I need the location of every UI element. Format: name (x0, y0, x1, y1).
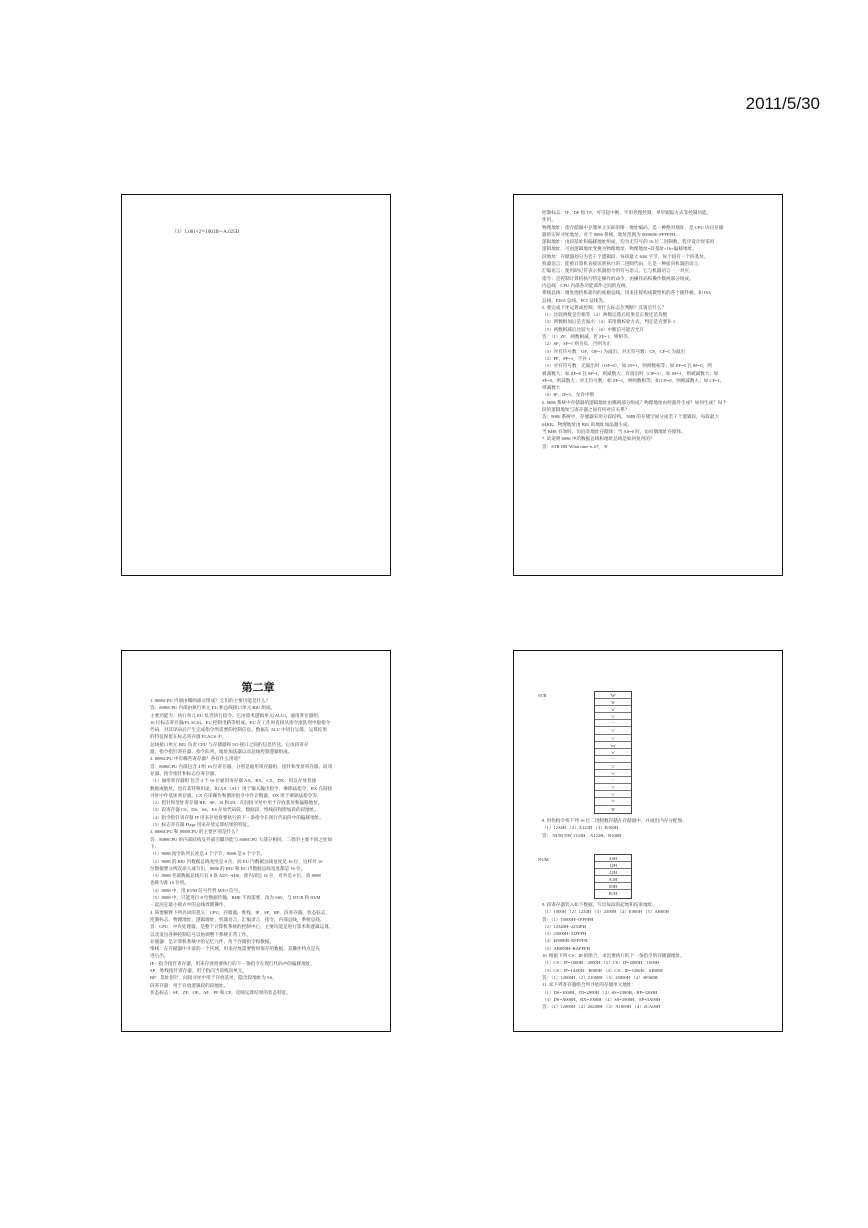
text-line: 段地址：存储器划分为若干个逻辑段，每段最大 64K 字节，每个段有一个段基址。 (542, 253, 709, 259)
text-line: （3）对有符号数：OF，OF=1 为溢出；对无符号数：CF，CF=1 为溢出 (542, 348, 686, 354)
text-line: 逻辑地址：由段基址和偏移地址组成，均为无符号的 16 位二进制数，程序设计时采用 (542, 239, 715, 245)
text-line: 1. 8086CPU 内部由哪两部分组成？它们的主要功能是什么？ (150, 698, 271, 703)
text-line: 16 位标志寄存器(FLAGS)、EU 控制电路等组成。EU 在工作时直接从指令流队列中取指令 (150, 719, 331, 725)
text-line: 5. 要完成下述运算或控制，用什么标志位判断？其值是什么？ (542, 304, 667, 310)
memory-cell: 'a' (595, 706, 631, 713)
memory-cell: 's' (595, 770, 631, 777)
text-line: 答：（1）12000H （2）21000H （3）25000H （4）3F060H (542, 974, 658, 980)
text-line: （5）两数相减后比较大小 （6）中断信号能否允许 (542, 326, 645, 332)
text-line: 下： (150, 843, 160, 849)
text-line: （5）对有符号数：无溢出时（OF=0），如 ZF=1，则两数相等；如 ZF=0 且 SF=0，则 (542, 363, 712, 369)
text-line: （3）8088 外部数据总线只有 8 条 AD7~AD0，即内部是 16 位，对外是 8 位，故 8088 (150, 873, 321, 879)
memory-cell: 22H (595, 869, 631, 876)
text-line: （3）CS：IP=1A00H：B000H （4）CS：IP=3456H：AB00H (542, 967, 663, 973)
memory-cell: 00H (595, 883, 631, 890)
text-line: （3）段寄存器 CS、DS、SS、ES 存放代码段、数据段、堆栈段和附加段的段地址。 (150, 807, 319, 813)
text-line: 答：（1）12000H （2）26200H （3）A1000H （4）2CA00H (542, 1004, 661, 1010)
text-line: 8. 用伪指令将下列 16 位二进制数存储在存储器中，并画出内存分配图。 (542, 818, 687, 823)
text-line: 答：8088CPU 的内部结构及外部引脚功能与 8086CPU 大部分相同，二者的主要不同之处如 (150, 836, 333, 842)
text-line: （2）指针和变址寄存器 BP、SP、SI 和 DI，在间接寻址中用于存放基址和偏移地址。 (150, 800, 323, 806)
text-line: （4）PF，PF=1，不补 1 (542, 355, 591, 361)
text-line: 以及发出各种控制信号以协调整个系统正常工作。 (150, 931, 252, 937)
memory-cell: 'h' (595, 699, 631, 706)
slide1-text: （3）1.001×2³=1001B=-A.025D (172, 230, 240, 235)
text-line: 总线接口单元 BIU 负责 CPU 与存储器和 I/O 接口之间的信息传送。它由段寄存 (150, 741, 309, 747)
str-label: STR (538, 693, 547, 698)
text-line: 进后出。 (150, 953, 169, 959)
text-line: 6. 8086 系统中存储器的逻辑地址由哪两部分组成？物理地址由何器件生成？如何生成？每个 (542, 399, 727, 405)
slide3-text-block (150, 681, 366, 996)
text-line: （2）12340H~2233FH (542, 923, 586, 929)
text-line: IP：指令指针寄存器，用来存放将要执行的下一条指令在现行代码中的偏移地址。 (150, 960, 315, 966)
memory-cell: ' ' (595, 720, 631, 727)
text-line: 64KB。物理地址由 BIU 的地址加法器生成。 (542, 421, 633, 427)
memory-cell: 'e' (595, 749, 631, 756)
text-line: 机器语言：能被计算机直接识别执行的二进制代码，它是一种面向机器的语言， (542, 261, 703, 267)
text-line: 指令：是控制计算机执行特定操作的命令，由操作码和操作数两部分组成。 (542, 275, 694, 281)
text-line: 总线，EISA 总线，PCI 总线等。 (542, 297, 608, 303)
text-line: 3. 8086CPU 和 8088CPU 的主要区别是什么？ (150, 829, 241, 835)
memory-cell: 't' (595, 727, 631, 734)
text-line: SP：堆栈指针寄存器，用于指向当前栈顶单元。 (150, 967, 247, 973)
text-line: 器、指令指针寄存器、指令队列、地址加法器以及总线控制逻辑组成。 (150, 749, 293, 755)
text-line: 答：（1）ZF，两数相减，若 ZF=1，则相等。 (542, 334, 633, 340)
text-line: 逻辑地址，可由逻辑地址变换为物理地址，物理地址=段基址×16+偏移地址。 (542, 246, 697, 252)
text-line: 存器、指令指针和标志位寄存器。 (150, 770, 219, 776)
text-line: （4）8088 中，用 IO/M 信号代替 M/IO 信号。 (150, 887, 243, 893)
text-line: 控制标志：IF、DF 和 TF，可引起中断，字串处理控制，单步跟踪方式等控制功能。 (542, 210, 712, 215)
memory-cell: 'W' (595, 692, 631, 699)
text-line: 状态标志：SF、ZF、OF、AF、PF 和 CF，反映运算结果的状态特征。 (150, 989, 291, 995)
text-line: 答：8086 系统中，存储器采用分段结构，1MB 的存储空间分成若干个逻辑段，每段最大 (542, 414, 720, 420)
text-line: 9. 段寄存器装入如下数据，写出每段的起始和结束地址。 (542, 902, 657, 907)
text-line: 汇编语言：使用助记符表示机器指令的符号语言，它与机器语言一一对应， (542, 268, 694, 274)
text-line: 4. 简要解释下列名词的意义：CPU，存储器，堆栈，IP，SP，BP，段寄存器，状态标志， (150, 909, 330, 915)
text-line: （1）1234H （2）A122H （3）B100H (542, 825, 619, 831)
text-line: （1）比较两数是否相等 （2）两数运算后结果是正数还是负数 (542, 312, 668, 318)
text-line: 堆栈：在存储器中开辟的一个区域，用来存放需要暂时保存的数据。其操作特点是先 (150, 946, 320, 952)
text-line: （3）两数相加后是否溢出 （4）采用偶校验方式，判定是否要补 1 (542, 319, 676, 325)
memory-cell: 12H (595, 862, 631, 869)
memory-cell: 'm' (595, 742, 631, 749)
text-line: （5）标志寄存器 Flags 用来存放运算结果的特征。 (150, 822, 252, 828)
num-label: NUM (538, 857, 549, 862)
text-line: （5）8088 中，只能进行 8 位数据传输，BHE 不再需要，改为 SS0，与 DT/R 和 IO/M (150, 895, 321, 901)
text-line: 段寄存器：用于存放逻辑段的段地址。 (150, 982, 229, 988)
chapter-title: 第二章 (241, 682, 275, 694)
memory-cell: ' ' (595, 777, 631, 784)
text-line: （1）DS=1000H，DI=2000H （2）SS=2300H，BP=3200H (542, 989, 658, 995)
text-line: 也称为准 16 位机。 (150, 880, 190, 886)
text-line: 10. 根据下列 CS：IP 的组合，求出要执行的下一条指令的存储器地址。 (542, 953, 685, 959)
text-line: 作用。 (542, 217, 556, 223)
text-line: 物理地址：指存储器中存储单元实际的唯一地址编码，是一种绝对地址，是 CPU 访问存储 (542, 224, 724, 230)
text-line: 7. 试说明 8086 中的数据总线和地址总线是如何复用的？ (542, 436, 655, 442)
text-line: 寻址中作基址寄存器，CX 在串操作和循环指令中作计数器，DX 用于乘除法指令等。 (150, 792, 322, 798)
memory-cell: ' ' (595, 756, 631, 763)
slide-thumbnail-1 (121, 194, 391, 576)
memory-cell: 'i' (595, 735, 631, 742)
text-line: （4）指令指针寄存器 IP 用来存放将要执行的下一条指令在现行代码段中的偏移地址。 (150, 814, 324, 820)
text-line: 控制标志，物理地址，逻辑地址，机器语言，汇编语言，指令，内部总线，系统总线。 (150, 916, 325, 922)
memory-cell: A1H (595, 876, 631, 883)
text-line: （3）DS=A000H，BX=1000H （4）SS=2900H，SP=3A00H (542, 996, 661, 1002)
page-date: 2011/5/30 (745, 94, 820, 113)
memory-cell: 34H (595, 855, 631, 862)
memory-cell: '?' (595, 798, 631, 805)
slide4-questions-9-11 (542, 901, 758, 1010)
memory-cell: 'i' (595, 784, 631, 791)
text-line: 答：8086CPU 内部由执行单元 EU 和总线接口单元 BIU 组成。 (150, 705, 276, 711)
text-line: （4）E0000H~EFFFFH (542, 938, 588, 944)
text-line: BP：基址指针，间接寻址中用于存放基址，隐含段地址为 SS。 (150, 975, 277, 981)
text-line: 答：CPU：中央处理器，是整个计算机系统的控制中心，主要功能是进行算术和逻辑运算， (150, 924, 334, 930)
text-line: 代码，对其译码后产生完成指令所需要的控制信息。数据在 ALU 中进行运算，运算结果 (150, 727, 328, 733)
text-line: 器的实际寻址地址。对于 8086 系统，地址范围为 00000H~FFFFFH。 (542, 231, 680, 237)
text-line: （6）IF，IF=1，允许中断 (542, 392, 595, 398)
text-line: 存储器：是计算机系统中的记忆元件，用于存储指令和数据。 (150, 938, 275, 944)
slide2-text-block (542, 209, 758, 450)
text-line: （1）1000H （2）1234H （3）2300H （4）E000H （5）AB00H (542, 909, 669, 915)
text-line: 内总线：CPU 内部各功能部件之间的连线， (542, 282, 631, 288)
text-line: 答： NUM DW 1234H，A122H，B100H (542, 832, 622, 838)
slide-thumbnail-3 (121, 650, 391, 1032)
text-line: 的特征保留在标志寄存器 FLAGS 中。 (150, 734, 227, 740)
text-line: SF=0，则减数大；对无符号数：如 ZF=1，则两数相等；如 CF=0，则被减数大；如 CF=1， (542, 377, 725, 383)
text-line: （2）SF，SF=1 则为负，否则为正 (542, 341, 612, 347)
text-line: 主要功能为：执行单元 EU 负责执行指令。它由算术逻辑单元(ALU)、通用寄存器组、 (150, 712, 323, 718)
text-line: 段的逻辑地址与寄存器之间有何对应关系？ (542, 407, 630, 413)
memory-cell: 't' (595, 791, 631, 798)
text-line: 答：8086CPU 内部包含 4 组 16 位寄存器，分别是通用寄存器组、指针和变址寄存器、段寄 (150, 763, 333, 769)
text-line: 2. 8086CPU 中有哪些寄存器？各有什么用途？ (150, 756, 243, 762)
text-line: （5）AB000H~BAFFFH (542, 945, 590, 951)
slide-thumbnail-2 (513, 194, 783, 576)
memory-cell: B1H (608, 891, 618, 897)
text-line: 系统总线：微处理机机箱内的底板总线，用来连接构成微型机的各个插件板，如 ISA (542, 290, 712, 296)
text-line: 被减数大；如 ZF=0 且 SF=1，则减数大；有溢出时（OF=1），如 SF=1，则被减数大；如 (542, 370, 719, 376)
slide-thumbnail-4 (513, 650, 783, 1032)
text-line: 位数据要分两次读入或写出，8086 的 BIU 和 EU 内数据总线宽度都是 16 位。 (150, 865, 306, 871)
text-line: （1）8088 指令队列长度是 4 个字节，8086 是 6 个字节。 (150, 851, 265, 857)
text-line: （1）CS：IP=1000H：2000H （2）CS：IP=2000H：1000H (542, 960, 660, 966)
text-line: （2）8088 的 BIU 内数据总线宽度是 8 位，而 EU 内数据总线宽度是 16 位，这样对 16 (150, 858, 323, 864)
text-line: 数据或地址，也有其特殊用途。如 AX（AL）用于输入输出指令、乘除法指令，BX 在间接 (150, 785, 333, 791)
text-line: 答：（1）10000H~1FFFFH (542, 916, 594, 922)
text-line: 则减数大 (542, 385, 561, 391)
slide4-question-8 (542, 817, 758, 839)
text-line: 11. 求下列寄存器组合所寻址的存储单元地址： (542, 982, 637, 988)
text-line: （1）通用寄存器组 包含 4 个 16 位通用寄存器 AX、BX、CX、DX，用以存放普通 (150, 778, 317, 784)
memory-cell: '$' (611, 806, 615, 812)
text-line: 当 BHE 有效时，访问奇地址存储体；当 A0=0 时，访问偶地址存储体。 (542, 428, 686, 434)
text-line: （3）23000H~32FFFH (542, 931, 587, 937)
memory-cell: 'i' (595, 763, 631, 770)
text-line: 一起决定最小模式中的总线周期操作。 (150, 902, 229, 908)
memory-cell: 't' (595, 713, 631, 720)
text-line: 答：STR DB 'What time is it?'，'$' (542, 443, 608, 449)
